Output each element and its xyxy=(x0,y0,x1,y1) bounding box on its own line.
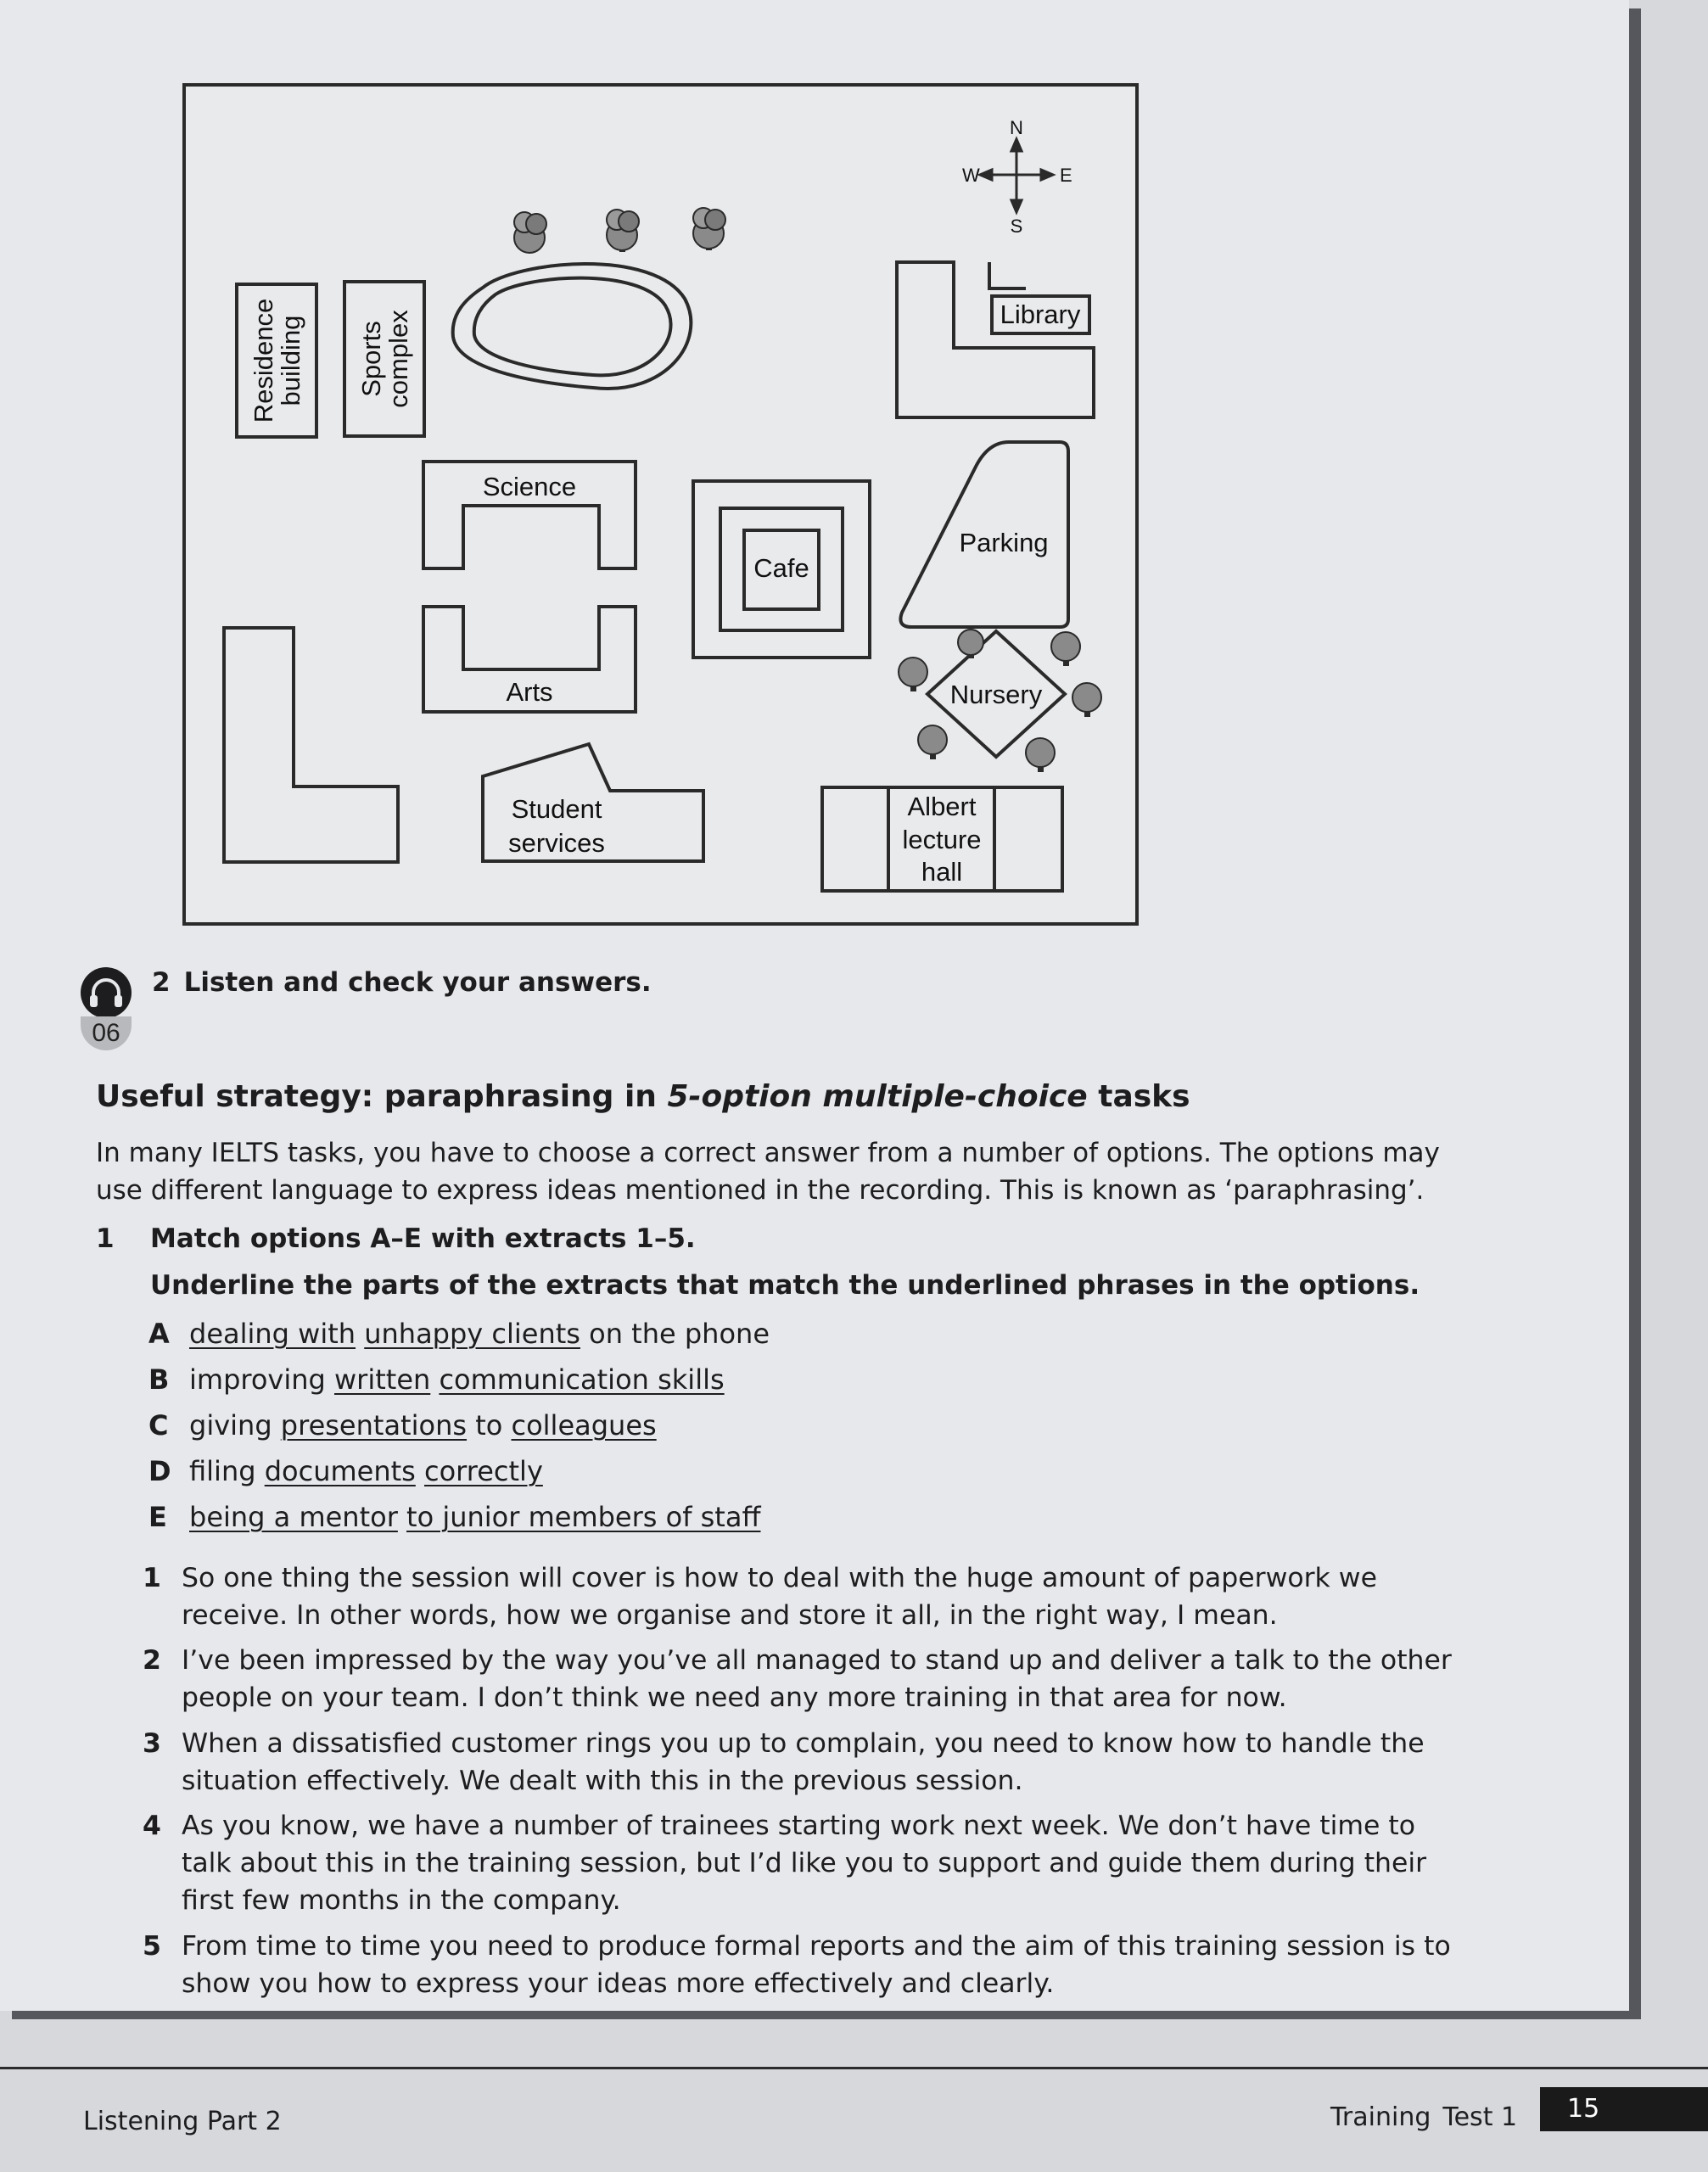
tree-icon xyxy=(958,630,983,658)
option-text: documents xyxy=(264,1455,416,1487)
task-instruction-1: Match options A–E with extracts 1–5. xyxy=(150,1223,696,1254)
campus-map xyxy=(182,83,1139,926)
option-letter: A xyxy=(148,1318,170,1350)
extract-text: From time to time you need to produce formal reports and the aim of this training session is to show you how to express your ideas more effectively and clearly. xyxy=(182,1931,1451,1999)
tree-icon xyxy=(693,208,725,249)
compass-e: E xyxy=(1060,165,1072,186)
option-item xyxy=(148,1501,761,1533)
option-item xyxy=(148,1318,770,1350)
extract-number: 4 xyxy=(143,1811,161,1841)
library-notch xyxy=(989,262,1026,288)
parking-label: Parking xyxy=(959,528,1049,557)
arts-label: Arts xyxy=(506,677,553,707)
extract-number: 1 xyxy=(143,1563,161,1593)
option-item xyxy=(148,1455,543,1487)
option-text: improving xyxy=(189,1363,334,1396)
option-text xyxy=(356,1318,364,1350)
strategy-title xyxy=(96,1079,1190,1114)
option-text: written xyxy=(334,1363,431,1396)
option-letter: C xyxy=(148,1409,169,1441)
footer-training: Training xyxy=(1330,2102,1431,2132)
extract-number: 5 xyxy=(143,1931,161,1962)
task-number: 1 xyxy=(96,1223,115,1254)
strategy-title-part-2: 5-option multiple-choice xyxy=(667,1079,1088,1114)
strategy-title-part-3: tasks xyxy=(1087,1079,1190,1114)
extract-number: 2 xyxy=(143,1645,161,1676)
extract-item xyxy=(143,1807,1466,1919)
campus-map-drawing xyxy=(186,87,1135,922)
extract-item xyxy=(143,1642,1466,1716)
option-text: on the phone xyxy=(580,1318,770,1350)
sports-label-2: complex xyxy=(384,310,413,408)
residence-label-1: Residence xyxy=(249,298,278,423)
footer-test-label xyxy=(1330,2102,1517,2132)
option-item xyxy=(148,1409,657,1441)
option-text: presentations xyxy=(280,1409,468,1441)
l-building-shape xyxy=(224,628,398,862)
listen-step-text: Listen and check your answers. xyxy=(183,967,652,998)
option-text: filing xyxy=(189,1455,265,1487)
option-text xyxy=(430,1363,439,1396)
option-text: correctly xyxy=(424,1455,543,1487)
tree-icon xyxy=(607,210,639,251)
residence-label-2: building xyxy=(276,315,305,406)
extract-text: I’ve been impressed by the way you’ve all managed to stand up and deliver a talk to the other people on your team. I don’t think we need any more training in that area for now. xyxy=(182,1645,1452,1713)
footer-section: Listening Part 2 xyxy=(83,2107,282,2136)
albert-label-1: Albert xyxy=(907,792,977,821)
student-services-label-2: services xyxy=(508,828,605,858)
option-text: communication skills xyxy=(439,1363,725,1396)
option-letter: E xyxy=(148,1501,167,1533)
strategy-intro: In many IELTS tasks, you have to choose a correct answer from a number of options. The options may use different language to express ideas mentioned in the recording. This is known as ‘paraphrasing’. xyxy=(96,1138,1440,1206)
option-text: being a mentor xyxy=(189,1501,398,1533)
tree-icon xyxy=(1051,632,1080,665)
option-text xyxy=(416,1455,424,1487)
option-letter: D xyxy=(148,1455,171,1487)
listen-step-number: 2 xyxy=(152,967,171,998)
nursery-label: Nursery xyxy=(949,680,1043,709)
option-text: unhappy clients xyxy=(364,1318,580,1350)
tree-icon xyxy=(1026,738,1055,771)
student-services-label-1: Student xyxy=(511,794,602,824)
extract-text: When a dissatisfied customer rings you up to complain, you need to know how to handle the situation effectively. We dealt with this in the previous session. xyxy=(182,1728,1425,1796)
extract-item xyxy=(143,1559,1466,1634)
compass-w: W xyxy=(962,165,980,186)
option-letter: B xyxy=(148,1363,170,1396)
option-text xyxy=(398,1501,406,1533)
extract-text: As you know, we have a number of trainees starting work next week. We don’t have time to talk about this in the training session, but I’d like you to support and guide them during their first few months in the company. xyxy=(182,1811,1427,1916)
albert-label-3: hall xyxy=(921,857,963,887)
science-label: Science xyxy=(482,472,577,501)
option-text: to junior members of staff xyxy=(406,1501,761,1533)
compass-icon xyxy=(980,139,1053,212)
footer-test: Test 1 xyxy=(1442,2102,1518,2132)
compass-s: S xyxy=(1010,216,1023,237)
extract-number: 3 xyxy=(143,1728,161,1759)
sports-label-1: Sports xyxy=(356,321,386,397)
extract-text: So one thing the session will cover is how to deal with the huge amount of paperwork we receive. In other words, how we organise and store it all, in the right way, I mean. xyxy=(182,1563,1377,1631)
cafe-label: Cafe xyxy=(753,553,809,583)
pond-outer xyxy=(453,264,692,389)
tree-icon xyxy=(514,212,546,253)
tree-icon xyxy=(918,725,947,759)
strategy-title-part-1: Useful strategy: paraphrasing in xyxy=(96,1079,668,1114)
compass-n: N xyxy=(1010,117,1023,138)
track-number: 06 xyxy=(81,1016,132,1050)
tree-icon xyxy=(1072,683,1101,716)
library-label: Library xyxy=(1000,299,1081,329)
option-text: dealing with xyxy=(189,1318,356,1350)
library-shape xyxy=(897,262,1094,417)
task-instruction-2: Underline the parts of the extracts that match the underlined phrases in the options. xyxy=(150,1270,1420,1301)
option-text: colleagues xyxy=(511,1409,657,1441)
page-number: 15 xyxy=(1540,2087,1708,2131)
extract-item xyxy=(143,1928,1466,2002)
extract-item xyxy=(143,1725,1466,1800)
footer-rule xyxy=(0,2067,1708,2069)
option-item xyxy=(148,1363,725,1396)
tree-icon xyxy=(899,658,927,691)
albert-label-2: lecture xyxy=(902,825,982,854)
option-text: giving xyxy=(189,1409,281,1441)
option-text: to xyxy=(467,1409,512,1441)
pond-inner xyxy=(474,278,671,376)
